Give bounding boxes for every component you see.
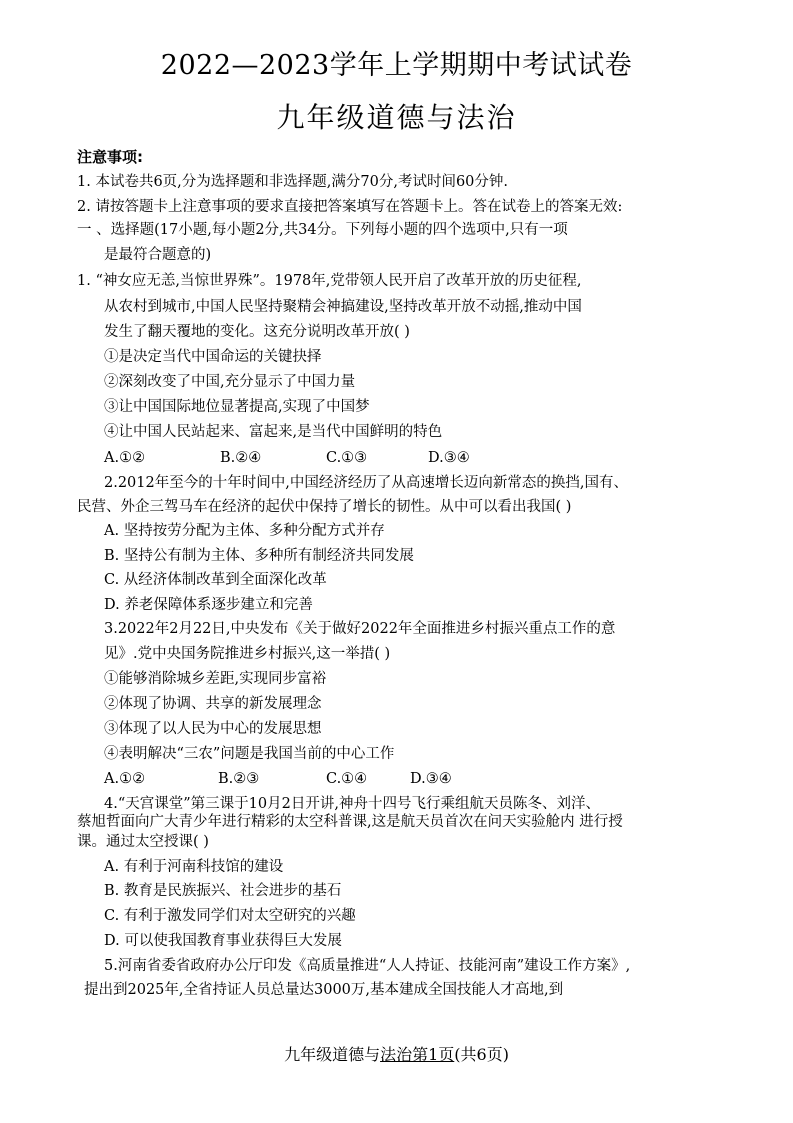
q1-option-b: B.②④ bbox=[220, 450, 262, 466]
q5-line-1: 5.河南省委省政府办公厅印发《高质量推进“人人持证、技能河南”建设工作方案》, bbox=[104, 958, 631, 974]
q3-item-4: ④表明解决“三农”问题是我国当前的中心工作 bbox=[104, 746, 395, 762]
q3-item-2: ②体现了协调、共享的新发展理念 bbox=[104, 696, 322, 712]
notice-line-2: 2. 请按答题卡上注意事项的要求直接把答案填写在答题卡上。答在试卷上的答案无效: bbox=[77, 199, 623, 215]
notice-heading: 注意事项: bbox=[77, 148, 143, 166]
footer-page-number: 法治第1页 bbox=[380, 1045, 455, 1064]
q1-line-3: 发生了翻天覆地的变化。这充分说明改革开放( ) bbox=[104, 324, 410, 340]
q2-line-2: 民营、外企三驾马车在经济的起伏中保持了增长的韧性。从中可以看出我国( ) bbox=[77, 499, 572, 515]
q4-option-a: A. 有利于河南科技馆的建设 bbox=[104, 859, 284, 875]
q2-line-1: 2.2012年至今的十年时间中,中国经济经历了从高速增长迈向新常态的换挡,国有、 bbox=[104, 475, 628, 491]
q1-item-2: ②深刻改变了中国,充分显示了中国力量 bbox=[104, 374, 356, 390]
q3-item-1: ①能够消除城乡差距,实现同步富裕 bbox=[104, 671, 327, 687]
q2-option-c: C. 从经济体制改革到全面深化改革 bbox=[104, 572, 327, 588]
q1-option-c: C.①③ bbox=[326, 450, 368, 466]
footer-prefix: 九年级道德与 bbox=[284, 1045, 381, 1064]
q3-option-c: C.①④ bbox=[326, 771, 368, 787]
q4-line-2: 蔡旭哲面向广大青少年进行精彩的太空科普课,这是航天员首次在问天实验舱内 进行授 bbox=[77, 814, 623, 830]
q3-option-d: D.③④ bbox=[410, 771, 452, 787]
q3-line-1: 3.2022年2月22日,中央发布《关于做好2022年全面推进乡村振兴重点工作的意 bbox=[104, 621, 616, 637]
q1-option-a: A.①② bbox=[104, 450, 146, 466]
q4-option-c: C. 有利于激发同学们对太空研究的兴趣 bbox=[104, 908, 356, 924]
section-heading: 一 、选择题(17小题,每小题2分,共34分。下列每小题的四个选项中,只有一项 bbox=[77, 222, 568, 238]
q5-line-2: 提出到2025年,全省持证人员总量达3000万,基本建成全国技能人才高地,到 bbox=[84, 982, 564, 998]
q1-line-1: 1. “神女应无恙,当惊世界殊”。1978年,党带领人民开启了改革开放的历史征程, bbox=[77, 273, 582, 289]
exam-subtitle: 九年级道德与法治 bbox=[276, 101, 517, 134]
q2-option-a: A. 坚持按劳分配为主体、多种分配方式并存 bbox=[104, 523, 385, 539]
q1-item-4: ④让中国人民站起来、富起来,是当代中国鲜明的特色 bbox=[104, 424, 443, 440]
q3-option-a: A.①② bbox=[104, 771, 146, 787]
q1-line-2: 从农村到城市,中国人民坚持聚精会神搞建设,坚持改革开放不动摇,推动中国 bbox=[104, 299, 582, 315]
q2-option-d: D. 养老保障体系逐步建立和完善 bbox=[104, 597, 313, 613]
q4-option-d: D. 可以使我国教育事业获得巨大发展 bbox=[104, 933, 342, 949]
q1-item-1: ①是决定当代中国命运的关键抉择 bbox=[104, 349, 322, 365]
q3-item-3: ③体现了以人民为中心的发展思想 bbox=[104, 721, 322, 737]
q4-line-1: 4.“天宫课堂”第三课于10月2日开讲,神舟十四号飞行乘组航天员陈冬、刘洋、 bbox=[104, 796, 600, 812]
q3-line-2: 见》.党中央国务院推进乡村振兴,这一举措( ) bbox=[104, 646, 391, 662]
page-footer bbox=[0, 1047, 793, 1063]
q4-line-3: 课。通过太空授课( ) bbox=[77, 834, 209, 850]
q1-option-d: D.③④ bbox=[428, 450, 470, 466]
notice-line-1: 1. 本试卷共6页,分为选择题和非选择题,满分70分,考试时间60分钟. bbox=[77, 174, 509, 190]
q1-item-3: ③让中国国际地位显著提高,实现了中国梦 bbox=[104, 399, 370, 415]
footer-suffix: (共6页) bbox=[454, 1045, 509, 1064]
section-heading-cont: 是最符合题意的) bbox=[104, 247, 212, 263]
exam-title: 2022—2023学年上学期期中考试试卷 bbox=[160, 50, 633, 81]
q3-option-b: B.②③ bbox=[218, 771, 260, 787]
q2-option-b: B. 坚持公有制为主体、多种所有制经济共同发展 bbox=[104, 548, 414, 564]
q4-option-b: B. 教育是民族振兴、社会进步的基石 bbox=[104, 883, 342, 899]
